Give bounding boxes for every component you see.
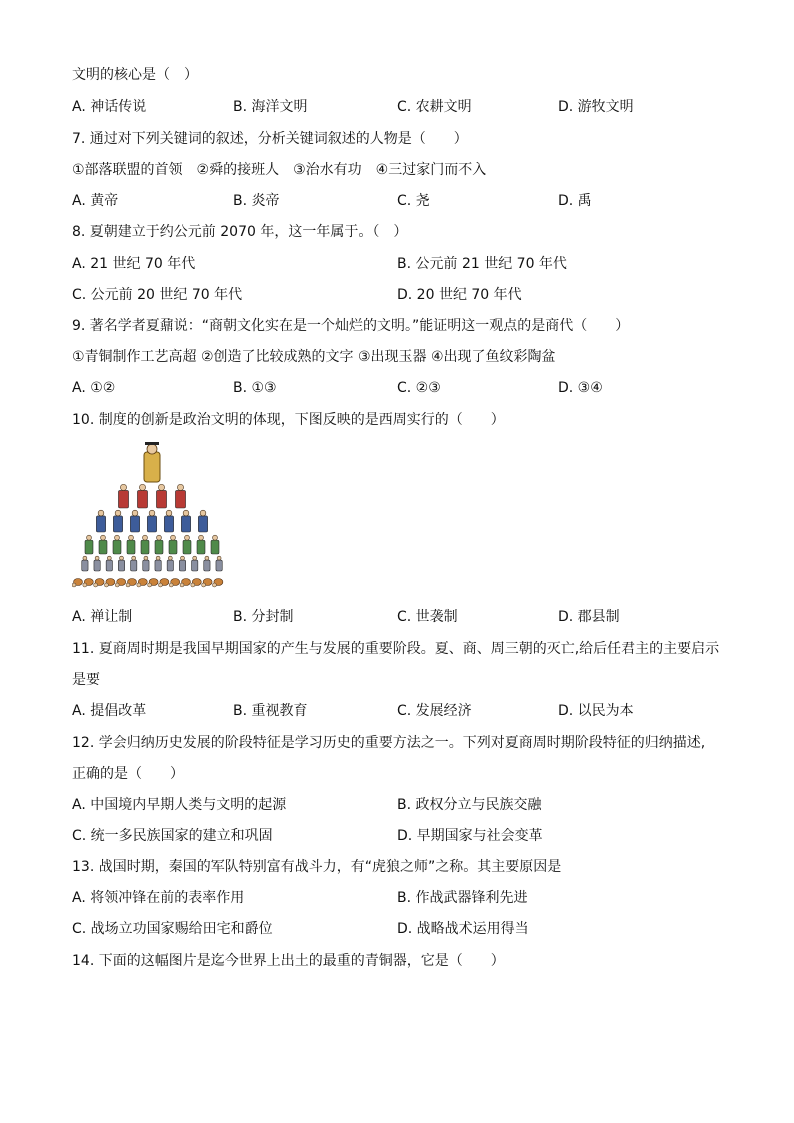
question-12-stem-line1: 12. 学会归纳历史发展的阶段特征是学习历史的重要方法之一。下列对夏商周时期阶段特征的归纳描述, (72, 735, 706, 751)
question-8-stem: 8. 夏朝建立于约公元前 2070 年，这一年属于。（ ） (72, 224, 408, 240)
question-13-stem: 13. 战国时期，秦国的军队特别富有战斗力，有“虎狼之师”之称。其主要原因是 (72, 859, 562, 875)
question-11-stem-line1: 11. 夏商周时期是我国早期国家的产生与发展的重要阶段。夏、商、周三朝的灭亡,给后任君主的主要启示 (72, 641, 720, 657)
q6-option-d: D. 游牧文明 (558, 99, 634, 115)
q13-option-d: D. 战略战术运用得当 (397, 921, 529, 937)
ministers-row (96, 510, 207, 532)
q11-option-b: B. 重视教育 (233, 703, 308, 719)
q13-option-a: A. 将领冲锋在前的表率作用 (72, 890, 245, 906)
q10-option-b: B. 分封制 (233, 609, 294, 625)
question-6-stem-tail: 文明的核心是（ ） (72, 67, 198, 83)
q10-option-d: D. 郡县制 (558, 609, 620, 625)
q7-option-a: A. 黄帝 (72, 193, 119, 209)
q6-option-b: B. 海洋文明 (233, 99, 308, 115)
question-10-stem: 10. 制度的创新是政治文明的体现，下图反映的是西周实行的（ ） (72, 412, 505, 428)
question-12-stem-line2: 正确的是（ ） (72, 766, 184, 782)
q11-option-a: A. 提倡改革 (72, 703, 147, 719)
q8-option-d: D. 20 世纪 70 年代 (397, 287, 522, 303)
q10-option-a: A. 禅让制 (72, 609, 133, 625)
western-zhou-hierarchy-illustration (72, 442, 232, 590)
q12-option-c: C. 统一多民族国家的建立和巩固 (72, 828, 273, 844)
q8-option-c: C. 公元前 20 世纪 70 年代 (72, 287, 243, 303)
q9-option-b: B. ①③ (233, 380, 277, 396)
q12-option-a: A. 中国境内早期人类与文明的起源 (72, 797, 287, 813)
question-7-stem: 7. 通过对下列关键词的叙述，分析关键词叙述的人物是（ ） (72, 131, 468, 147)
q9-option-d: D. ③④ (558, 380, 603, 396)
commoners-row (82, 556, 223, 571)
q7-option-d: D. 禹 (558, 193, 592, 209)
q11-option-d: D. 以民为本 (558, 703, 634, 719)
q13-option-c: C. 战场立功国家赐给田宅和爵位 (72, 921, 273, 937)
q9-option-a: A. ①② (72, 380, 116, 396)
q12-option-b: B. 政权分立与民族交融 (397, 797, 542, 813)
q7-option-b: B. 炎帝 (233, 193, 280, 209)
q8-option-a: A. 21 世纪 70 年代 (72, 256, 196, 272)
king-figure (144, 442, 160, 482)
question-14-stem: 14. 下面的这幅图片是迄今世界上出土的最重的青铜器，它是（ ） (72, 953, 505, 969)
slaves-row (72, 579, 223, 588)
question-11-stem-line2: 是要 (72, 672, 100, 688)
q7-option-c: C. 尧 (397, 193, 430, 209)
q10-option-c: C. 世袭制 (397, 609, 458, 625)
question-7-keywords: ①部落联盟的首领 ②舜的接班人 ③治水有功 ④三过家门而不入 (72, 162, 487, 178)
q12-option-d: D. 早期国家与社会变革 (397, 828, 543, 844)
shi-row (85, 535, 219, 554)
q13-option-b: B. 作战武器锋利先进 (397, 890, 528, 906)
q11-option-c: C. 发展经济 (397, 703, 472, 719)
q6-option-a: A. 神话传说 (72, 99, 147, 115)
q9-option-c: C. ②③ (397, 380, 441, 396)
q8-option-b: B. 公元前 21 世纪 70 年代 (397, 256, 567, 272)
q6-option-c: C. 农耕文明 (397, 99, 472, 115)
feudal-lords-row (118, 484, 185, 508)
question-9-items: ①青铜制作工艺高超 ②创造了比较成熟的文字 ③出现玉器 ④出现了鱼纹彩陶盆 (72, 349, 556, 365)
question-9-stem: 9. 著名学者夏鼐说：“商朝文化实在是一个灿烂的文明。”能证明这一观点的是商代（ ） (72, 318, 630, 334)
